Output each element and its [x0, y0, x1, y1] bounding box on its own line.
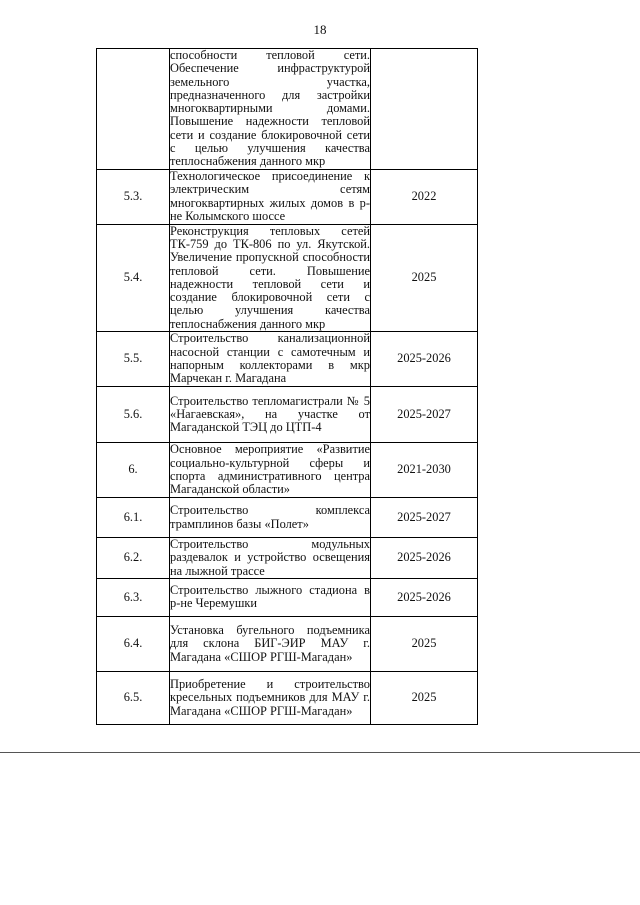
table-row: [97, 443, 478, 498]
table-row: [97, 224, 478, 331]
deadline-year: 2025-2026: [371, 538, 478, 579]
deadline-year: 2025-2026: [371, 332, 478, 387]
activity-description: способности тепловой сети. Обеспечение инфраструктурой земельного участка, предназначенного для застройки многоквартирными домами. Повышение надежности тепловой сети и создание блокировочной сети с целью улучшения качества теплоснабжения данного мкр: [170, 48, 370, 169]
table-row: [97, 616, 478, 671]
activity-description: Реконструкция тепловых сетей ТК-759 до ТК-806 по ул. Якутской. Увеличение пропускной способности тепловой сети. Повышение надежности тепловой сети и создание блокировочной сети с целью улучшения качества теплоснабжения данного мкр: [170, 223, 370, 331]
activity-description: Строительство лыжного стадиона в р-не Черемушки: [170, 578, 371, 616]
row-number: 6.3.: [97, 578, 170, 616]
page-divider: [0, 752, 640, 753]
activity-description: Строительство модульных раздевалок и устройство освещения на лыжной трассе: [170, 537, 370, 578]
table-row: [97, 332, 478, 387]
row-number: [97, 49, 170, 170]
deadline-year: 2022: [371, 169, 478, 224]
page-number: 18: [313, 22, 327, 37]
activity-description: Строительство канализационной насосной станции с самотечным и напорным коллекторами в мкр Марчекан г. Магадана: [170, 331, 370, 386]
activities-table: [96, 48, 478, 725]
deadline-year: 2025-2027: [371, 387, 478, 443]
deadline-year: 2025: [371, 671, 478, 724]
activity-description: Строительство тепломагистрали № 5 «Нагаевская», на участке от Магаданской ТЭЦ до ЦТП-4: [170, 387, 371, 443]
row-number: 6.: [97, 443, 170, 498]
activity-description: Приобретение и строительство кресельных подъемников для МАУ г. Магадана «СШОР РГШ-Магадан»: [170, 671, 371, 724]
row-number: 5.5.: [97, 332, 170, 387]
deadline-year: 2021-2030: [371, 443, 478, 498]
deadline-year: [371, 49, 478, 170]
table-row: [97, 578, 478, 616]
row-number: 6.2.: [97, 538, 170, 579]
table-row: [97, 49, 478, 170]
table-row: [97, 671, 478, 724]
table-row: [97, 498, 478, 538]
row-number: 6.4.: [97, 616, 170, 671]
table-row: [97, 387, 478, 443]
row-number: 6.5.: [97, 671, 170, 724]
deadline-year: 2025: [371, 616, 478, 671]
deadline-year: 2025-2027: [371, 498, 478, 538]
activity-description: Строительство комплекса трамплинов базы «Полет»: [170, 498, 371, 538]
deadline-year: 2025: [371, 224, 478, 331]
table-row: [97, 538, 478, 579]
deadline-year: 2025-2026: [371, 578, 478, 616]
row-number: 6.1.: [97, 498, 170, 538]
row-number: 5.3.: [97, 169, 170, 224]
row-number: 5.6.: [97, 387, 170, 443]
activity-description: Технологическое присоединение к электрическим сетям многоквартирных жилых домов в р-не Колымского шоссе: [170, 169, 370, 223]
activity-description: Установка бугельного подъемника для склона БИГ-ЭИР МАУ г. Магадана «СШОР РГШ-Магадан»: [170, 616, 371, 671]
activity-description: Основное мероприятие «Развитие социально-культурной сферы и спорта административного центра Магаданской области»: [170, 442, 370, 497]
table-row: [97, 169, 478, 224]
row-number: 5.4.: [97, 224, 170, 331]
